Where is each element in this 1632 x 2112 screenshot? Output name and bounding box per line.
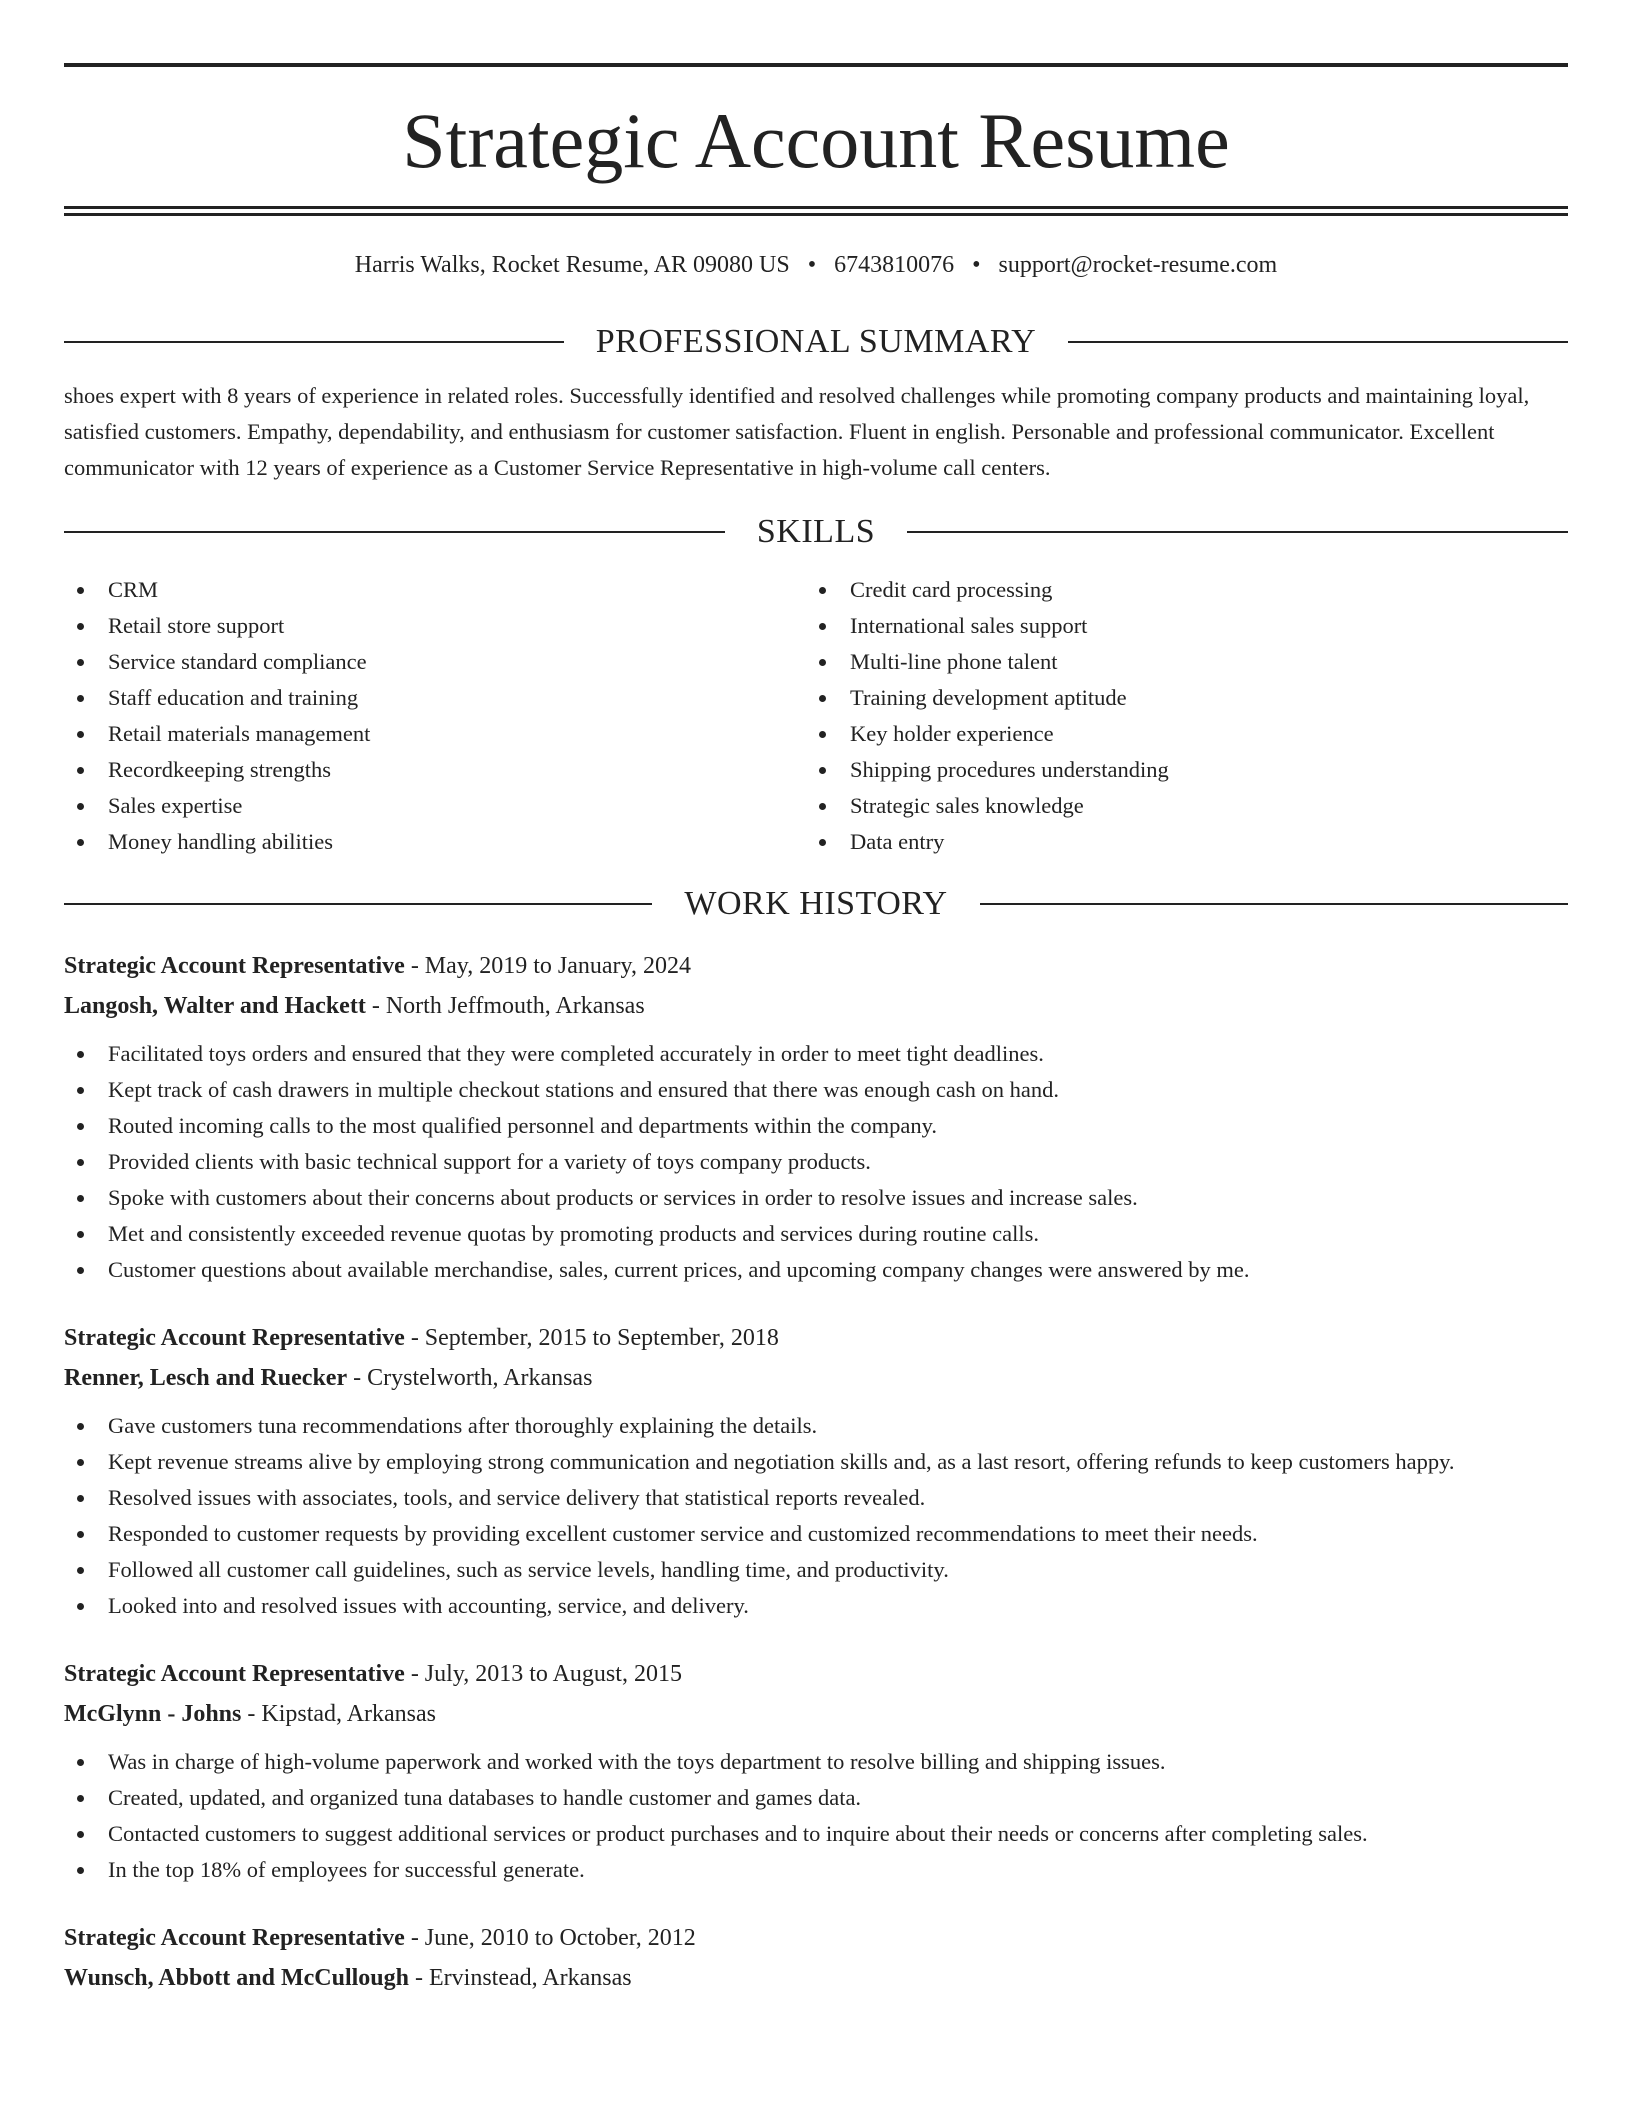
job-company: Langosh, Walter and Hackett <box>64 993 366 1019</box>
job-company: Wunsch, Abbott and McCullough <box>64 1965 409 1991</box>
job-bullet: Gave customers tuna recommendations after thoroughly explaining the details. <box>64 1408 1568 1444</box>
skills-heading-label: SKILLS <box>756 513 876 550</box>
job-title: Strategic Account Representative <box>64 1325 405 1351</box>
skill-item: Retail store support <box>64 608 806 644</box>
job-title: Strategic Account Representative <box>64 1661 405 1687</box>
skills-column-right <box>806 572 1548 860</box>
heading-rule-left <box>64 341 564 343</box>
skills-list <box>64 572 1568 860</box>
work-history-heading <box>64 884 1568 924</box>
heading-rule-left <box>64 531 725 533</box>
job-bullets <box>64 1036 1568 1288</box>
skill-item: Multi-line phone talent <box>806 644 1548 680</box>
job-title-line <box>64 946 1568 986</box>
job-title-line <box>64 1318 1568 1358</box>
job-bullet: In the top 18% of employees for successful generate. <box>64 1852 1568 1888</box>
skill-item: Strategic sales knowledge <box>806 788 1548 824</box>
skill-item: Training development aptitude <box>806 680 1548 716</box>
heading-rule-right <box>980 903 1568 905</box>
job-entry <box>64 1318 1568 1624</box>
job-bullet: Created, updated, and organized tuna databases to handle customer and games data. <box>64 1780 1568 1816</box>
skill-item: International sales support <box>806 608 1548 644</box>
job-dates: - September, 2015 to September, 2018 <box>404 1325 779 1351</box>
job-company-line <box>64 1358 1568 1398</box>
job-company: Renner, Lesch and Ruecker <box>64 1365 348 1391</box>
job-bullets <box>64 1408 1568 1624</box>
job-title-line <box>64 1918 1568 1958</box>
heading-rule-right <box>907 531 1568 533</box>
job-bullet: Contacted customers to suggest additional services or product purchases and to inquire about their needs or concerns after completing sales. <box>64 1816 1568 1852</box>
skill-item: CRM <box>64 572 806 608</box>
job-bullet: Kept track of cash drawers in multiple checkout stations and ensured that there was enough cash on hand. <box>64 1072 1568 1108</box>
job-title: Strategic Account Representative <box>64 953 405 979</box>
job-bullets <box>64 1744 1568 1888</box>
title-double-rule <box>64 206 1568 216</box>
contact-email: support@rocket-resume.com <box>998 252 1278 278</box>
skills-column-left <box>64 572 806 860</box>
job-location: - Kipstad, Arkansas <box>241 1701 437 1727</box>
job-location: - North Jeffmouth, Arkansas <box>365 993 645 1019</box>
contact-separator: • <box>972 252 981 278</box>
job-bullet: Provided clients with basic technical support for a variety of toys company products. <box>64 1144 1568 1180</box>
job-location: - Ervinstead, Arkansas <box>409 1965 632 1991</box>
contact-phone: 6743810076 <box>834 252 955 278</box>
skill-item: Credit card processing <box>806 572 1548 608</box>
skill-item: Sales expertise <box>64 788 806 824</box>
contact-separator: • <box>807 252 817 278</box>
job-entry <box>64 946 1568 1288</box>
skill-item: Money handling abilities <box>64 824 806 860</box>
job-bullet: Customer questions about available merchandise, sales, current prices, and upcoming company changes were answered by me. <box>64 1252 1568 1288</box>
skill-item: Data entry <box>806 824 1548 860</box>
heading-rule-left <box>64 903 652 905</box>
heading-rule-right <box>1068 341 1568 343</box>
skill-item: Staff education and training <box>64 680 806 716</box>
contact-line <box>64 250 1568 280</box>
job-location: - Crystelworth, Arkansas <box>347 1365 593 1391</box>
job-company-line <box>64 1958 1568 1998</box>
job-bullet: Resolved issues with associates, tools, and service delivery that statistical reports revealed. <box>64 1480 1568 1516</box>
job-dates: - May, 2019 to January, 2024 <box>404 953 691 979</box>
job-bullet: Followed all customer call guidelines, such as service levels, handling time, and productivity. <box>64 1552 1568 1588</box>
top-rule <box>64 63 1568 67</box>
summary-text: shoes expert with 8 years of experience in related roles. Successfully identified and resolved challenges while promoting company products and maintaining loyal, satisfied customers. Empathy, dependability, and enthusiasm for customer satisfaction. Fluent in english. Personable and professional communicator. Excellent communicator with 12 years of experience as a Customer Service Representative in high-volume call centers. <box>64 383 1530 480</box>
work-history-heading-label: WORK HISTORY <box>684 885 948 922</box>
job-title: Strategic Account Representative <box>64 1925 405 1951</box>
job-bullet: Met and consistently exceeded revenue quotas by promoting products and services during routine calls. <box>64 1216 1568 1252</box>
job-entry <box>64 1654 1568 1888</box>
job-bullet: Routed incoming calls to the most qualified personnel and departments within the company. <box>64 1108 1568 1144</box>
job-company: McGlynn - Johns <box>64 1701 242 1727</box>
job-company-line <box>64 986 1568 1026</box>
resume-page <box>64 0 1568 1998</box>
job-bullet: Kept revenue streams alive by employing strong communication and negotiation skills and, as a last resort, offering refunds to keep customers happy. <box>64 1444 1568 1480</box>
skill-item: Recordkeeping strengths <box>64 752 806 788</box>
skill-item: Retail materials management <box>64 716 806 752</box>
resume-title: Strategic Account Resume <box>402 97 1230 184</box>
job-bullet: Spoke with customers about their concerns about products or services in order to resolve issues and increase sales. <box>64 1180 1568 1216</box>
job-bullet: Responded to customer requests by providing excellent customer service and customized recommendations to meet their needs. <box>64 1516 1568 1552</box>
job-bullet: Looked into and resolved issues with accounting, service, and delivery. <box>64 1588 1568 1624</box>
summary-heading-label: PROFESSIONAL SUMMARY <box>595 323 1037 360</box>
job-bullet: Was in charge of high-volume paperwork and worked with the toys department to resolve billing and shipping issues. <box>64 1744 1568 1780</box>
job-dates: - June, 2010 to October, 2012 <box>404 1925 696 1951</box>
job-dates: - July, 2013 to August, 2015 <box>404 1661 682 1687</box>
contact-address: Harris Walks, Rocket Resume, AR 09080 US <box>354 252 790 278</box>
job-bullet: Facilitated toys orders and ensured that they were completed accurately in order to meet tight deadlines. <box>64 1036 1568 1072</box>
skill-item: Key holder experience <box>806 716 1548 752</box>
job-entry <box>64 1918 1568 1998</box>
summary-heading <box>64 322 1568 362</box>
skill-item: Service standard compliance <box>64 644 806 680</box>
job-title-line <box>64 1654 1568 1694</box>
job-company-line <box>64 1694 1568 1734</box>
skills-heading <box>64 512 1568 552</box>
skill-item: Shipping procedures understanding <box>806 752 1548 788</box>
